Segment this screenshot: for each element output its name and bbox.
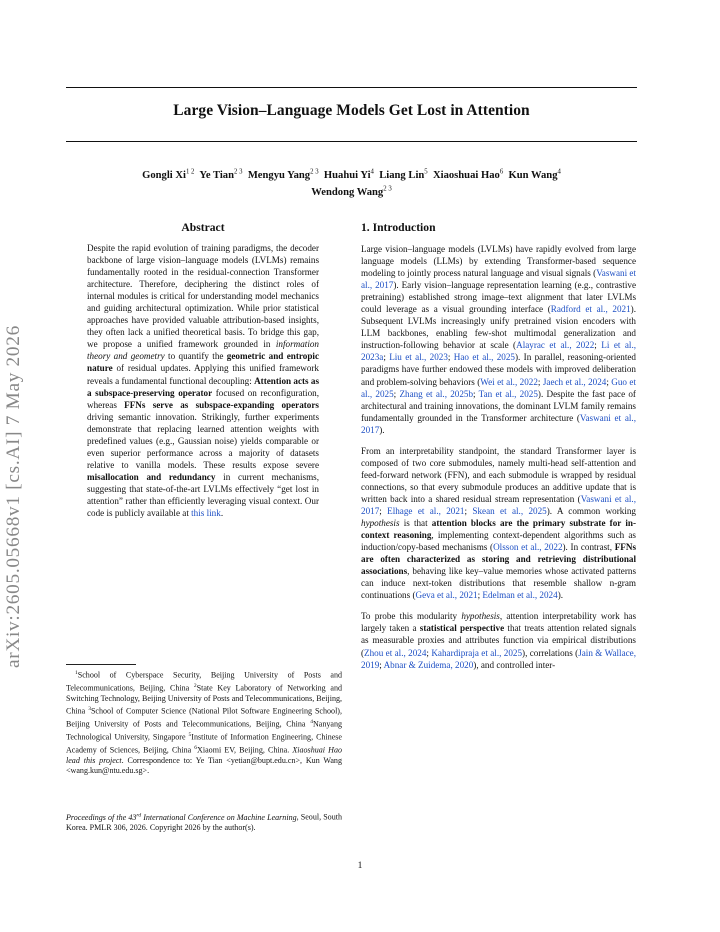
citation[interactable]: Guo et al., 2025: [361, 376, 636, 399]
footnote-rule: [66, 664, 136, 665]
author: Kun Wang$^4$: [508, 168, 561, 181]
citation[interactable]: Elhage et al., 2021: [387, 505, 465, 516]
citation[interactable]: Liu et al., 2023: [389, 352, 448, 363]
citation[interactable]: Vaswani et al., 2017: [361, 412, 636, 435]
citation[interactable]: Radford et al., 2021: [550, 304, 631, 315]
introduction-heading: 1. Introduction: [361, 221, 436, 234]
proceedings-note: Proceedings of the 43rd International Conference on Machine Learning, Seoul, South Korea. PMLR 306, 2026. Copyright 2026 by the author(s).: [66, 812, 342, 832]
author: Gongli $Xi^{1 2}$: [142, 168, 195, 181]
citation[interactable]: Vaswani et al., 2017: [361, 493, 636, 516]
title-rule-top: [66, 87, 637, 88]
introduction-body: [361, 243, 636, 680]
citation[interactable]: Vaswani et al., 2017: [361, 268, 636, 291]
citation[interactable]: Geva et al., 2021: [415, 590, 478, 601]
author: Mengyu Yang$^{2 3}$: [247, 168, 319, 181]
intro-paragraph-1: Large vision–language models (LVLMs) have rapidly evolved from large language models (LLMs) by extending Transformer-based sequence modeling to jointly process natural language and visual signals (Vaswani et al., 2017). Early vision–language representation learning (e.g., contrastive pretraining) established strong image–text alignment that later LVLMs could leverage as a visual grounding interface (Radford et al., 2021). Subsequent LVLMs increasingly unify pretrained vision encoders with LLM backbones, enabling few-shot multimodal generalization and instruction-following behavior at scale (Alayrac et al., 2022; Li et al., 2023a; Liu et al., 2023; Hao et al., 2025). In parallel, reasoning-oriented paradigms have further endowed these models with improved deliberation and problem-solving behaviors (Wei et al., 2022; Jaech et al., 2024; Guo et al., 2025; Zhang et al., 2025b; Tan et al., 2025). Despite the fast pace of architectural and training innovations, the dominant LVLM family remains fundamentally grounded in the Transformer architecture (Vaswani et al., 2017).: [361, 244, 637, 435]
citation[interactable]: Wei et al., 2022: [480, 376, 538, 387]
author: Ye Tian$^{2 3}$: [199, 168, 243, 181]
author: Huahui Yi$^4$: [323, 168, 374, 181]
citation[interactable]: Zhang et al., 2025b: [399, 388, 474, 399]
citation[interactable]: Tan et al., 2025: [478, 388, 538, 399]
author: Xiaoshuai Hao$^6$: [432, 168, 504, 181]
abstract-heading: Abstract: [181, 221, 225, 234]
author: Liang Lin$^5$: [379, 168, 428, 181]
title-rule-bottom: [66, 141, 637, 142]
author-list: [66, 165, 637, 200]
citation[interactable]: Alayrac et al., 2022: [516, 340, 595, 351]
citation[interactable]: Abnar & Zuidema, 2020: [383, 659, 474, 670]
citation[interactable]: Jain & Wallace, 2019: [361, 647, 637, 670]
citation[interactable]: Hao et al., 2025: [453, 352, 515, 363]
abstract-body: [87, 242, 319, 528]
paper-title: Large Vision–Language Models Get Lost in Attention: [173, 102, 530, 119]
arxiv-identifier: arXiv:2605.05668v1 [cs.AI] 7 May 2026: [3, 325, 24, 668]
intro-paragraph-3: To probe this modularity hypothesis, attention interpretability work has largely taken a statistical perspective that treats attention related signals as measurable proxies and attributes function via empirical distributions (Zhou et al., 2024; Kahardipraja et al., 2025), correlations (Jain & Wallace, 2019; Abnar & Zuidema, 2020), and controlled inter-: [361, 611, 637, 670]
affiliation-footnote: $^1$School of Cyberspace Security, Beijing University of Posts and Telecommunications, Beijing, China $^2$State Key Laboratory of Networking and Switching Technology, Beijing University of Posts and Telecommunications, Beijing, China $^3$School of Computer Science (National Pilot Software Engineering School), Beijing University of Posts and Telecommunications, Beijing, China $^4$Nanyang Technological University, Singapore $^5$Institute of Information Engineering, Chinese Academy of Sciences, Beijing, China $^6$Xiaomi EV, Beijing, China. Xiaoshuai Hao lead this project. Correspondence to: Ye Tian <yetian@bupt.edu.cn>, Kun Wang <wang.kun@ntu.edu.sg>.: [66, 670, 343, 776]
citation[interactable]: Li et al., 2023a: [361, 340, 637, 363]
code-link[interactable]: this link: [191, 508, 221, 519]
citation[interactable]: Skean et al., 2025: [472, 505, 547, 516]
page-number: 1: [357, 861, 363, 871]
intro-paragraph-2: From an interpretability standpoint, the standard Transformer layer is composed of two core submodules, namely multi-head self-attention and feed-forward network (FFN), and each submodule is wrapped by residual connections, so that every submodule produces an additive update that is written back into a shared residual stream representation (Vaswani et al., 2017; Elhage et al., 2021; Skean et al., 2025). A common working hypothesis is that attention blocks are the primary substrate for in-context reasoning, implementing context-dependent algorithms such as induction/copy-based mechanisms (Olsson et al., 2022). In contrast, FFNs are often characterized as storing and retrieving distributional associations, behaving like key–value memories whose activated patterns can induce next-token distributions that resemble shallow n-gram continuations (Geva et al., 2021; Edelman et al., 2024).: [361, 445, 636, 601]
citation[interactable]: Zhou et al., 2024: [364, 647, 427, 658]
author: Wendong Wang$^{2 3}$: [311, 185, 392, 199]
citation[interactable]: Kahardipraja et al., 2025: [431, 647, 523, 658]
citation[interactable]: Edelman et al., 2024: [482, 590, 558, 601]
citation[interactable]: Jaech et al., 2024: [542, 376, 607, 387]
citation[interactable]: Olsson et al., 2022: [493, 542, 563, 553]
abstract-paragraph: Despite the rapid evolution of training paradigms, the decoder backbone of large vision–language models (LVLMs) remains fundamentally rooted in the residual-connection Transformer architecture. Therefore, deciphering the distinct roles of internal modules is critical for understanding model mechanics and guiding architectural optimization. While prior statistical approaches have provided valuable attribution-based insights, they often lack a unified theoretical basis. To bridge this gap, we propose a unified framework grounded in information theory and geometry to quantify the geometric and entropic nature of residual updates. Applying this unified framework reveals a fundamental functional decoupling: Attention acts as a subspace-preserving operator focused on reconfiguration, whereas FFNs serve as subspace-expanding operators driving semantic innovation. Strikingly, further experiments demonstrate that replacing learned attention weights with predefined values (e.g., Gaussian noise) yields comparable or even superior performance across a majority of datasets relative to vanilla models. These results expose severe misallocation and redundancy in current mechanisms, suggesting that state-of-the-art LVLMs effectively “get lost in attention” rather than efficiently leveraging visual context. Our code is publicly available at this link.: [87, 243, 320, 519]
